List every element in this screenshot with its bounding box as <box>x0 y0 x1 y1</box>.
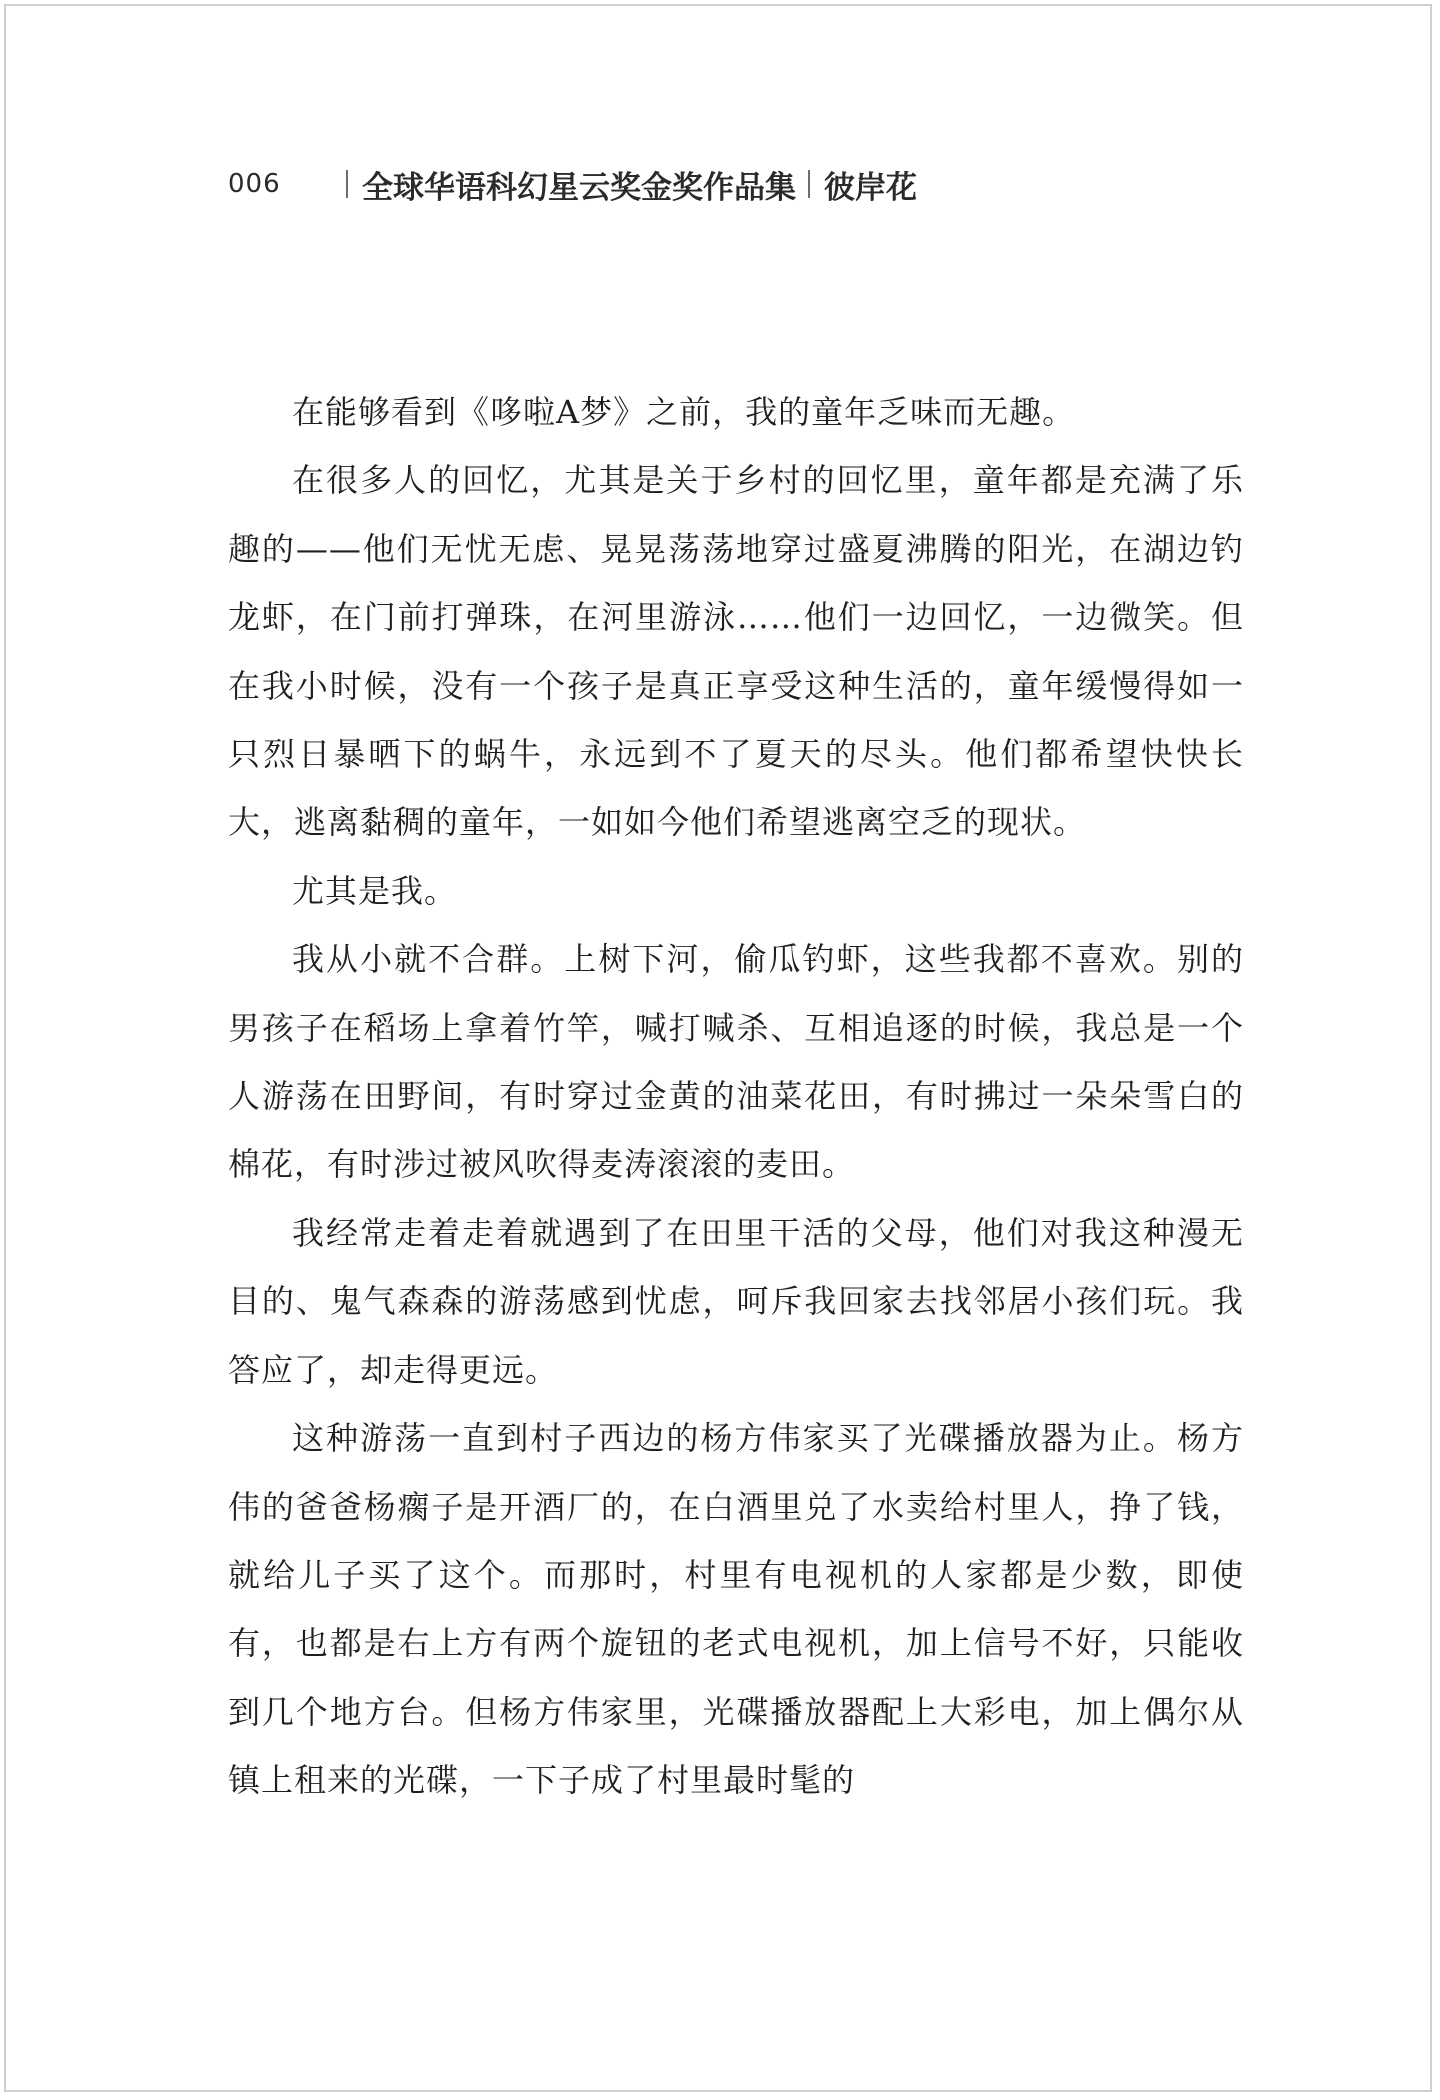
header-divider <box>346 170 348 198</box>
paragraph: 我从小就不合群。上树下河，偷瓜钓虾，这些我都不喜欢。别的男孩子在稻场上拿着竹竿，喊打喊杀、互相追逐的时候，我总是一个人游荡在田野间，有时穿过金黄的油菜花田，有时拂过一朵朵雪白的棉花，有时涉过被风吹得麦涛滚滚的麦田。 <box>228 940 1244 1184</box>
header-divider <box>808 170 810 198</box>
body-text <box>228 378 1244 1815</box>
paragraph: 尤其是我。 <box>292 871 458 910</box>
paragraph: 这种游荡一直到村子西边的杨方伟家买了光碟播放器为止。杨方伟的爸爸杨瘸子是开酒厂的，在白酒里兑了水卖给村里人，挣了钱，就给儿子买了这个。而那时，村里有电视机的人家都是少数，即使有，也都是右上方有两个旋钮的老式电视机，加上信号不好，只能收到几个地方台。但杨方伟家里，光碟播放器配上大彩电，加上偶尔从镇上租来的光碟，一下子成了村里最时髦的 <box>228 1419 1244 1800</box>
running-header <box>228 160 917 208</box>
paragraph: 在很多人的回忆，尤其是关于乡村的回忆里，童年都是充满了乐趣的——他们无忧无虑、晃晃荡荡地穿过盛夏沸腾的阳光，在湖边钓龙虾，在门前打弹珠，在河里游泳……他们一边回忆，一边微笑。但在我小时候，没有一个孩子是真正享受这种生活的，童年缓慢得如一只烈日暴晒下的蜗牛，永远到不了夏天的尽头。他们都希望快快长大，逃离黏稠的童年，一如如今他们希望逃离空乏的现状。 <box>228 461 1244 842</box>
page-number: 006 <box>228 169 281 199</box>
paragraph: 我经常走着走着就遇到了在田里干活的父母，他们对我这种漫无目的、鬼气森森的游荡感到忧虑，呵斥我回家去找邻居小孩们玩。我答应了，却走得更远。 <box>228 1213 1244 1389</box>
work-title: 彼岸花 <box>824 169 917 206</box>
series-title: 全球华语科幻星云奖金奖作品集 <box>362 169 796 206</box>
paragraph: 在能够看到《哆啦A梦》之前，我的童年乏味而无趣。 <box>292 393 1076 431</box>
